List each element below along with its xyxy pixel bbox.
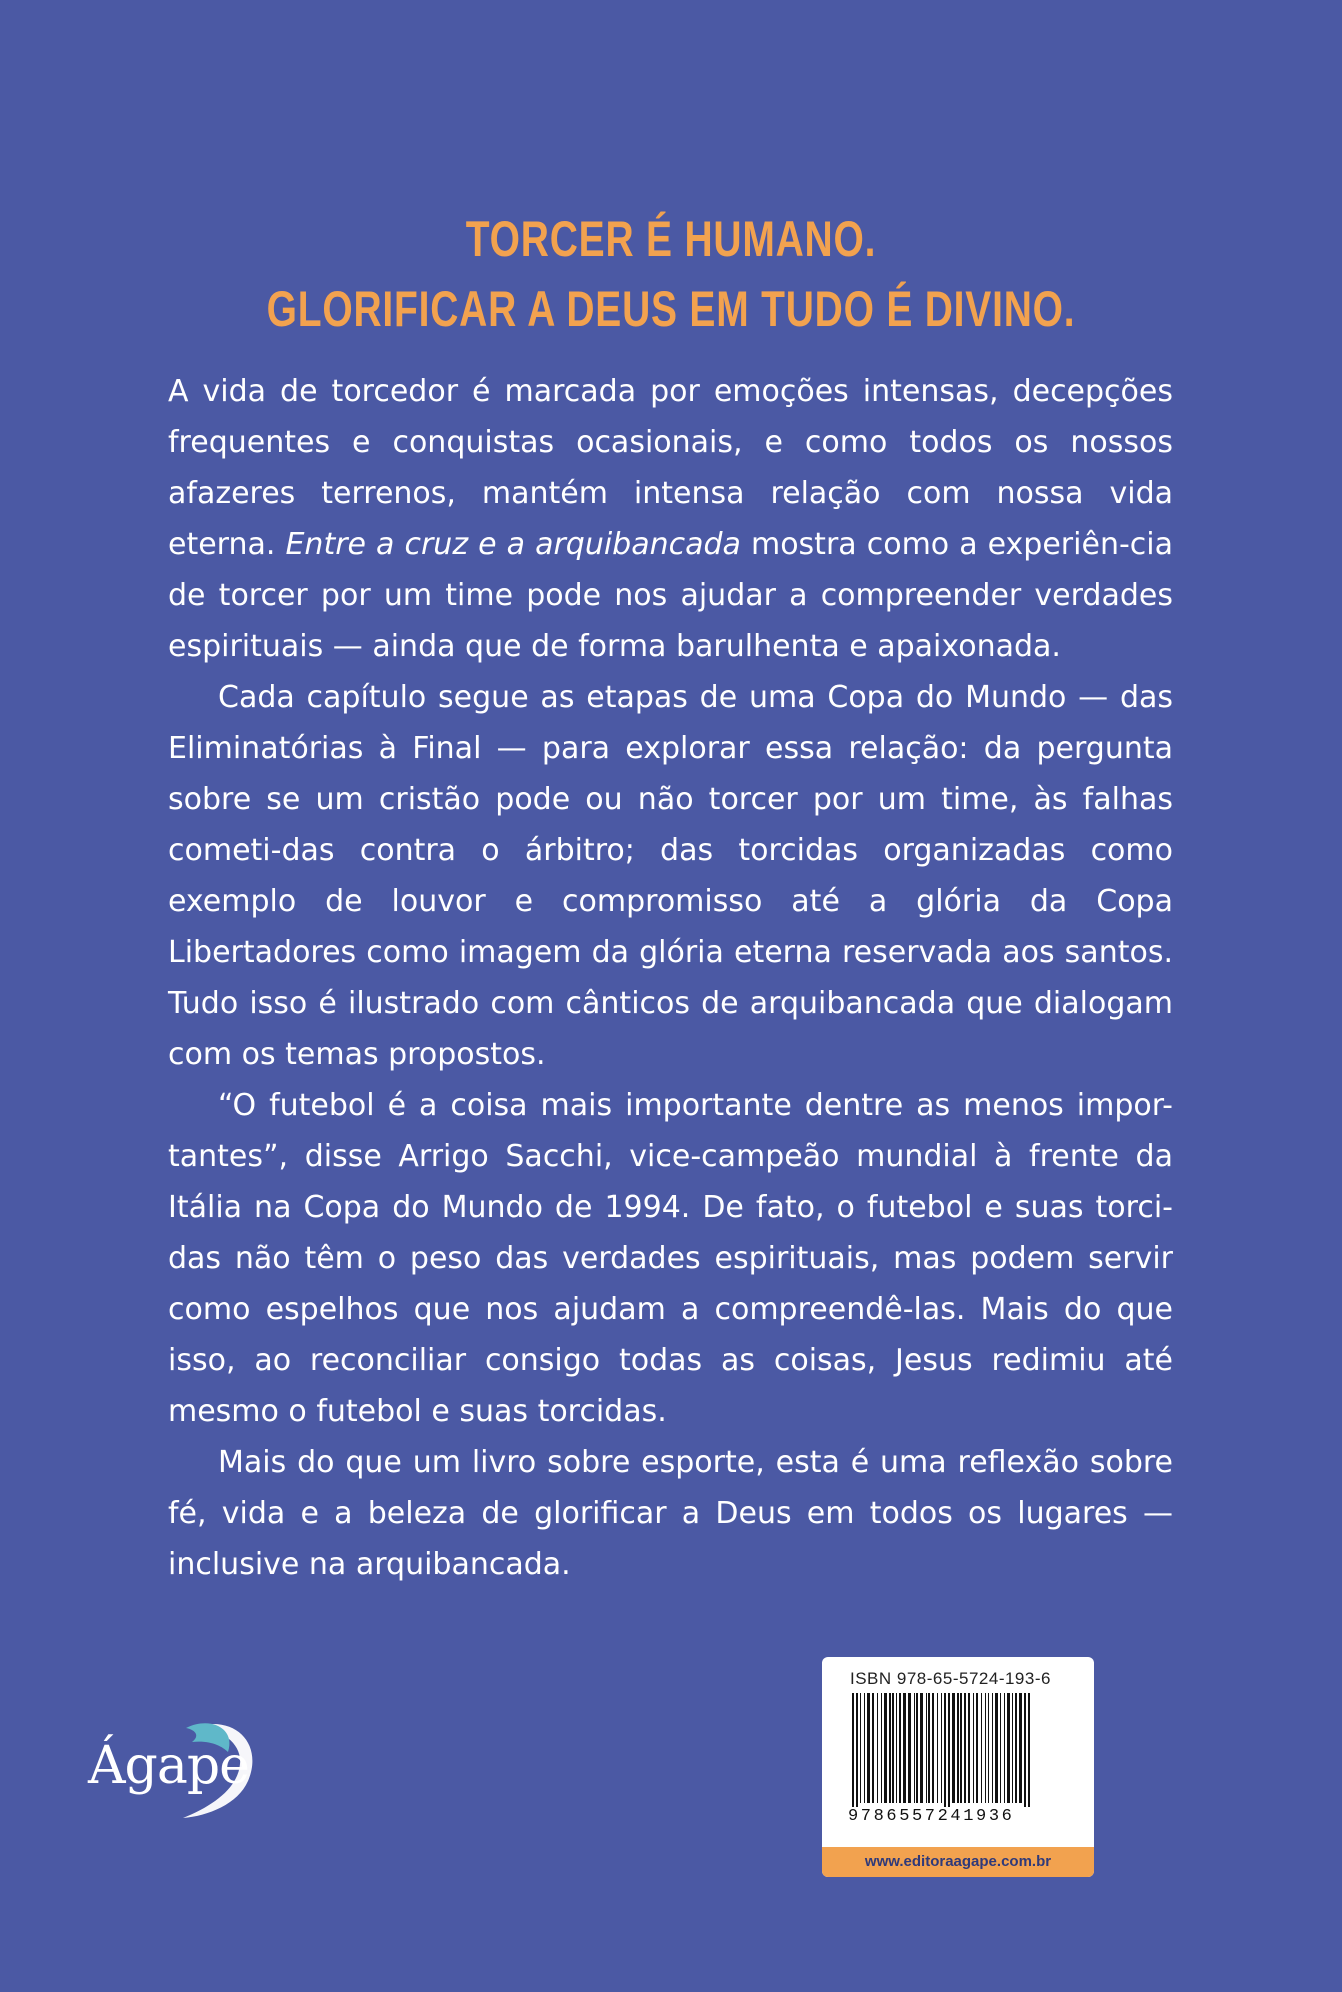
barcode-digits: 9786557241936 xyxy=(848,1807,1072,1826)
paragraph-2: Cada capítulo segue as etapas de uma Copa do Mundo — das Eliminatórias à Final — para explorar essa relação: da pergunta sobre se um cristão pode ou não torcer por um time, às falhas cometi-das contra o árbitro; das torcidas organizadas como exemplo de louvor e compromisso até a glória da Copa Libertadores como imagem da glória eterna reservada aos santos. Tudo isso é ilustrado com cânticos de arquibancada que dialogam com os temas propostos. xyxy=(168,680,1173,1072)
paragraph-4: Mais do que um livro sobre esporte, esta é uma reflexão sobre fé, vida e a beleza de glorificar a Deus em todos os lugares — inclusive na arquibancada. xyxy=(168,1445,1173,1582)
headline xyxy=(148,204,1195,344)
paragraph-3: “O futebol é a coisa mais importante dentre as menos impor-tantes”, disse Arrigo Sacchi, vice-campeão mundial à frente da Itália na Copa do Mundo de 1994. De fato, o futebol e suas torci-das não têm o peso das verdades espirituais, mas podem servir como espelhos que nos ajudam a compreendê-las. Mais do que isso, ao reconciliar consigo todas as coisas, Jesus redimiu até mesmo o futebol e suas torcidas. xyxy=(168,1088,1173,1429)
synopsis xyxy=(168,366,1173,1590)
book-title-italic: Entre a cruz e a arquibancada xyxy=(285,527,741,562)
paragraph-1-start: A vida de torcedor é marcada por emoções intensas, decepções frequentes e conquistas ocasionais, e como todos os nossos afazeres terrenos, mantém intensa relação com nossa vida eterna. xyxy=(168,374,1173,562)
barcode-box xyxy=(822,1657,1094,1877)
publisher-logo xyxy=(88,1706,266,1826)
paragraph-1 xyxy=(168,366,1173,672)
barcode-icon xyxy=(848,1693,1074,1821)
logo-text: Ágape xyxy=(88,1736,249,1796)
headline-line-2: GLORIFICAR A DEUS EM TUDO É DIVINO. xyxy=(266,281,1076,337)
paragraph-1-end: mostra como a experiên-cia de torcer por um time pode nos ajudar a compreender verdades espirituais — ainda que de forma barulhenta e apaixonada. xyxy=(168,527,1173,664)
headline-line-1: TORCER É HUMANO. xyxy=(465,211,877,267)
isbn-label: ISBN 978-65-5724-193-6 xyxy=(850,1669,1051,1688)
website-link[interactable]: www.editoraagape.com.br xyxy=(822,1847,1094,1877)
